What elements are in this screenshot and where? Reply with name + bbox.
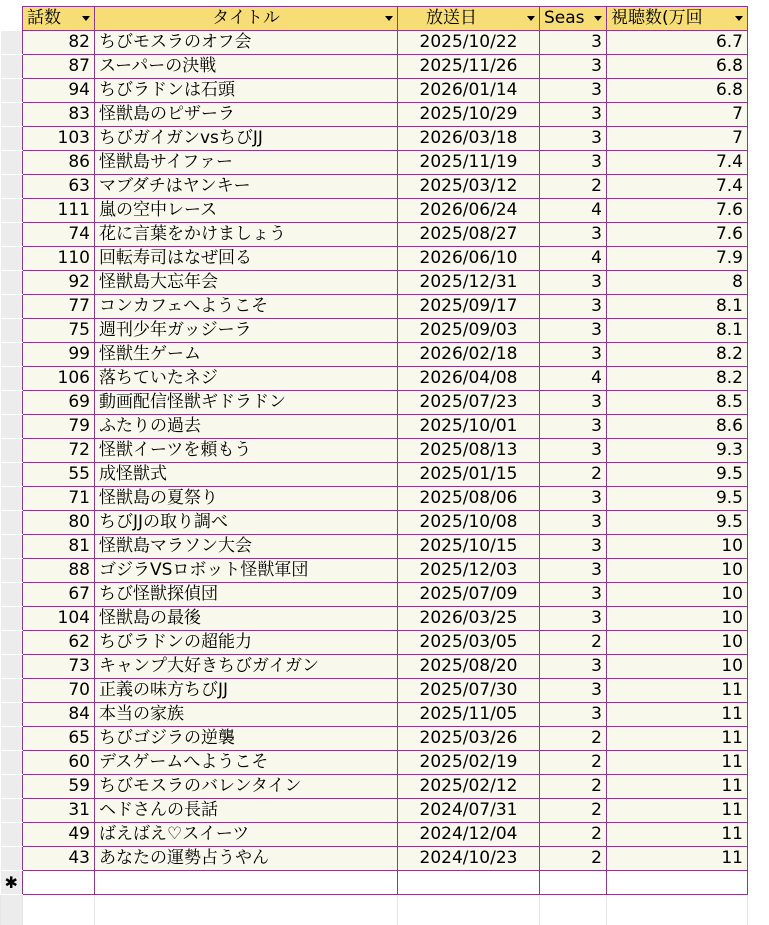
column-header-views[interactable]: 視聴数(万回 bbox=[607, 7, 748, 31]
row-selector[interactable] bbox=[1, 175, 23, 199]
cell-episode[interactable]: 110 bbox=[23, 247, 95, 271]
cell-episode[interactable]: 77 bbox=[23, 295, 95, 319]
row-selector[interactable] bbox=[1, 271, 23, 295]
cell-season[interactable]: 2 bbox=[540, 175, 607, 199]
cell-date[interactable]: 2025/03/26 bbox=[398, 727, 540, 751]
cell-title[interactable]: ちび怪獣探偵団 bbox=[95, 583, 398, 607]
row-selector[interactable] bbox=[1, 199, 23, 223]
cell-title[interactable]: 動画配信怪獣ギドラドン bbox=[95, 391, 398, 415]
table-row[interactable] bbox=[1, 127, 748, 151]
cell-season[interactable]: 3 bbox=[540, 103, 607, 127]
row-selector[interactable] bbox=[1, 343, 23, 367]
cell-episode[interactable]: 99 bbox=[23, 343, 95, 367]
empty-cell bbox=[540, 895, 607, 925]
table-row[interactable] bbox=[1, 679, 748, 703]
cell-views[interactable]: 10 bbox=[607, 559, 748, 583]
data-table bbox=[0, 6, 748, 925]
row-selector[interactable] bbox=[1, 679, 23, 703]
row-selector[interactable] bbox=[1, 559, 23, 583]
table-row[interactable] bbox=[1, 799, 748, 823]
row-selector[interactable] bbox=[1, 151, 23, 175]
cell-date[interactable]: 2025/08/13 bbox=[398, 439, 540, 463]
row-selector[interactable] bbox=[1, 607, 23, 631]
cell-views[interactable]: 11 bbox=[607, 727, 748, 751]
cell-date[interactable]: 2024/07/31 bbox=[398, 799, 540, 823]
cell-date[interactable]: 2026/03/25 bbox=[398, 607, 540, 631]
cell-date[interactable]: 2026/06/10 bbox=[398, 247, 540, 271]
table-row[interactable] bbox=[1, 151, 748, 175]
new-record-cell[interactable] bbox=[540, 871, 607, 895]
table-row[interactable] bbox=[1, 511, 748, 535]
table-row[interactable] bbox=[1, 55, 748, 79]
cell-episode[interactable]: 60 bbox=[23, 751, 95, 775]
table-row[interactable] bbox=[1, 79, 748, 103]
cell-title[interactable]: ヘドさんの長話 bbox=[95, 799, 398, 823]
cell-views[interactable]: 8.2 bbox=[607, 343, 748, 367]
cell-date[interactable]: 2025/01/15 bbox=[398, 463, 540, 487]
cell-season[interactable]: 3 bbox=[540, 703, 607, 727]
cell-title[interactable]: 怪獣島サイファー bbox=[95, 151, 398, 175]
table-row[interactable] bbox=[1, 727, 748, 751]
table-row[interactable] bbox=[1, 775, 748, 799]
table-row[interactable] bbox=[1, 295, 748, 319]
cell-season[interactable]: 3 bbox=[540, 559, 607, 583]
table-row[interactable] bbox=[1, 175, 748, 199]
cell-title[interactable]: 本当の家族 bbox=[95, 703, 398, 727]
cell-views[interactable]: 6.7 bbox=[607, 31, 748, 55]
cell-season[interactable]: 3 bbox=[540, 487, 607, 511]
table-row[interactable] bbox=[1, 391, 748, 415]
cell-episode[interactable]: 104 bbox=[23, 607, 95, 631]
cell-title[interactable]: ちびモスラのオフ会 bbox=[95, 31, 398, 55]
cell-views[interactable]: 7.4 bbox=[607, 151, 748, 175]
cell-date[interactable]: 2026/01/14 bbox=[398, 79, 540, 103]
header-row bbox=[1, 7, 748, 31]
cell-season[interactable]: 4 bbox=[540, 199, 607, 223]
cell-date[interactable]: 2025/09/03 bbox=[398, 319, 540, 343]
cell-views[interactable]: 8.2 bbox=[607, 367, 748, 391]
cell-season[interactable]: 3 bbox=[540, 127, 607, 151]
row-selector[interactable] bbox=[1, 367, 23, 391]
cell-season[interactable]: 2 bbox=[540, 463, 607, 487]
cell-season[interactable]: 3 bbox=[540, 79, 607, 103]
column-header-season[interactable]: Seas bbox=[540, 7, 607, 31]
cell-season[interactable]: 2 bbox=[540, 847, 607, 871]
cell-season[interactable]: 4 bbox=[540, 367, 607, 391]
cell-date[interactable]: 2026/04/08 bbox=[398, 367, 540, 391]
cell-date[interactable]: 2025/08/20 bbox=[398, 655, 540, 679]
cell-date[interactable]: 2025/03/12 bbox=[398, 175, 540, 199]
cell-views[interactable]: 10 bbox=[607, 535, 748, 559]
cell-views[interactable]: 11 bbox=[607, 703, 748, 727]
cell-title[interactable]: 嵐の空中レース bbox=[95, 199, 398, 223]
cell-season[interactable]: 3 bbox=[540, 151, 607, 175]
cell-date[interactable]: 2025/09/17 bbox=[398, 295, 540, 319]
row-selector[interactable] bbox=[1, 319, 23, 343]
cell-views[interactable]: 10 bbox=[607, 655, 748, 679]
cell-date[interactable]: 2026/03/18 bbox=[398, 127, 540, 151]
cell-episode[interactable]: 88 bbox=[23, 559, 95, 583]
cell-title[interactable]: 怪獣島の最後 bbox=[95, 607, 398, 631]
cell-title[interactable]: 回転寿司はなぜ回る bbox=[95, 247, 398, 271]
cell-title[interactable]: ちびガイガンvsちびJJ bbox=[95, 127, 398, 151]
row-selector[interactable] bbox=[1, 439, 23, 463]
cell-season[interactable]: 2 bbox=[540, 631, 607, 655]
cell-date[interactable]: 2025/12/31 bbox=[398, 271, 540, 295]
table-row[interactable] bbox=[1, 319, 748, 343]
cell-title[interactable]: マブダチはヤンキー bbox=[95, 175, 398, 199]
row-selector[interactable] bbox=[1, 823, 23, 847]
cell-date[interactable]: 2025/10/15 bbox=[398, 535, 540, 559]
empty-cell bbox=[23, 895, 95, 925]
row-selector[interactable] bbox=[1, 79, 23, 103]
cell-views[interactable]: 10 bbox=[607, 631, 748, 655]
table-row[interactable] bbox=[1, 823, 748, 847]
cell-episode[interactable]: 71 bbox=[23, 487, 95, 511]
cell-title[interactable]: ちびモスラのバレンタイン bbox=[95, 775, 398, 799]
table-row[interactable] bbox=[1, 439, 748, 463]
cell-episode[interactable]: 92 bbox=[23, 271, 95, 295]
column-header-title[interactable]: タイトル bbox=[95, 7, 398, 31]
cell-season[interactable]: 3 bbox=[540, 511, 607, 535]
cell-episode[interactable]: 79 bbox=[23, 415, 95, 439]
cell-episode[interactable]: 87 bbox=[23, 55, 95, 79]
cell-views[interactable]: 6.8 bbox=[607, 55, 748, 79]
cell-views[interactable]: 7.4 bbox=[607, 175, 748, 199]
table-row[interactable] bbox=[1, 103, 748, 127]
cell-title[interactable]: ゴジラVSロボット怪獣軍団 bbox=[95, 559, 398, 583]
cell-date[interactable]: 2026/06/24 bbox=[398, 199, 540, 223]
cell-title[interactable]: ちびラドンの超能力 bbox=[95, 631, 398, 655]
table-row[interactable] bbox=[1, 415, 748, 439]
cell-date[interactable]: 2025/02/12 bbox=[398, 775, 540, 799]
cell-views[interactable]: 11 bbox=[607, 679, 748, 703]
cell-views[interactable]: 8.5 bbox=[607, 391, 748, 415]
cell-title[interactable]: デスゲームへようこそ bbox=[95, 751, 398, 775]
table-row[interactable] bbox=[1, 631, 748, 655]
cell-title[interactable]: ふたりの過去 bbox=[95, 415, 398, 439]
row-selector[interactable] bbox=[1, 223, 23, 247]
empty-cell bbox=[607, 895, 748, 925]
cell-title[interactable]: あなたの運勢占うやん bbox=[95, 847, 398, 871]
row-selector[interactable] bbox=[1, 31, 23, 55]
column-header-date[interactable]: 放送日 bbox=[398, 7, 540, 31]
cell-title[interactable]: 怪獣島大忘年会 bbox=[95, 271, 398, 295]
cell-views[interactable]: 7 bbox=[607, 127, 748, 151]
row-selector[interactable] bbox=[1, 391, 23, 415]
new-record-cell[interactable] bbox=[95, 871, 398, 895]
row-selector[interactable] bbox=[1, 727, 23, 751]
cell-season[interactable]: 3 bbox=[540, 295, 607, 319]
row-selector[interactable] bbox=[1, 295, 23, 319]
row-selector[interactable] bbox=[1, 127, 23, 151]
new-record-icon: ✱ bbox=[1, 871, 23, 895]
cell-season[interactable]: 3 bbox=[540, 319, 607, 343]
table-row[interactable] bbox=[1, 847, 748, 871]
table-row[interactable] bbox=[1, 343, 748, 367]
cell-title[interactable]: 正義の味方ちびJJ bbox=[95, 679, 398, 703]
cell-season[interactable]: 3 bbox=[540, 439, 607, 463]
cell-season[interactable]: 3 bbox=[540, 583, 607, 607]
column-header-ep[interactable]: 話数 bbox=[23, 7, 95, 31]
table-row[interactable] bbox=[1, 751, 748, 775]
cell-date[interactable]: 2025/08/06 bbox=[398, 487, 540, 511]
cell-episode[interactable]: 111 bbox=[23, 199, 95, 223]
table-row[interactable] bbox=[1, 199, 748, 223]
cell-views[interactable]: 7 bbox=[607, 103, 748, 127]
cell-season[interactable]: 3 bbox=[540, 607, 607, 631]
cell-date[interactable]: 2026/02/18 bbox=[398, 343, 540, 367]
dropdown-arrow-icon[interactable] bbox=[82, 16, 90, 21]
cell-title[interactable]: ちびゴジラの逆襲 bbox=[95, 727, 398, 751]
cell-season[interactable]: 3 bbox=[540, 271, 607, 295]
empty-cell bbox=[1, 895, 23, 925]
cell-season[interactable]: 2 bbox=[540, 727, 607, 751]
row-selector[interactable] bbox=[1, 655, 23, 679]
cell-date[interactable]: 2025/10/29 bbox=[398, 103, 540, 127]
table-row[interactable] bbox=[1, 31, 748, 55]
table-row[interactable] bbox=[1, 559, 748, 583]
cell-title[interactable]: 花に言葉をかけましょう bbox=[95, 223, 398, 247]
cell-views[interactable]: 10 bbox=[607, 583, 748, 607]
cell-episode[interactable]: 81 bbox=[23, 535, 95, 559]
select-all-corner[interactable] bbox=[1, 7, 23, 31]
cell-title[interactable]: 怪獣生ゲーム bbox=[95, 343, 398, 367]
cell-title[interactable]: キャンプ大好きちびガイガン bbox=[95, 655, 398, 679]
cell-date[interactable]: 2025/07/23 bbox=[398, 391, 540, 415]
cell-season[interactable]: 3 bbox=[540, 55, 607, 79]
cell-views[interactable]: 9.3 bbox=[607, 439, 748, 463]
new-record-cell[interactable] bbox=[23, 871, 95, 895]
cell-season[interactable]: 3 bbox=[540, 343, 607, 367]
empty-cell bbox=[95, 895, 398, 925]
cell-episode[interactable]: 65 bbox=[23, 727, 95, 751]
cell-date[interactable]: 2025/10/01 bbox=[398, 415, 540, 439]
row-selector[interactable] bbox=[1, 415, 23, 439]
cell-season[interactable]: 2 bbox=[540, 823, 607, 847]
cell-season[interactable]: 2 bbox=[540, 775, 607, 799]
cell-date[interactable]: 2025/08/27 bbox=[398, 223, 540, 247]
cell-episode[interactable]: 84 bbox=[23, 703, 95, 727]
cell-episode[interactable]: 103 bbox=[23, 127, 95, 151]
row-selector[interactable] bbox=[1, 103, 23, 127]
cell-views[interactable]: 7.6 bbox=[607, 199, 748, 223]
cell-season[interactable]: 3 bbox=[540, 655, 607, 679]
cell-views[interactable]: 8.1 bbox=[607, 295, 748, 319]
row-selector[interactable] bbox=[1, 55, 23, 79]
cell-date[interactable]: 2025/12/03 bbox=[398, 559, 540, 583]
row-selector[interactable] bbox=[1, 751, 23, 775]
cell-date[interactable]: 2025/11/05 bbox=[398, 703, 540, 727]
cell-views[interactable]: 9.5 bbox=[607, 487, 748, 511]
cell-title[interactable]: コンカフェへようこそ bbox=[95, 295, 398, 319]
table-row[interactable] bbox=[1, 535, 748, 559]
dropdown-arrow-icon[interactable] bbox=[527, 16, 535, 21]
table-row[interactable] bbox=[1, 607, 748, 631]
dropdown-arrow-icon[interactable] bbox=[594, 16, 602, 21]
row-selector[interactable] bbox=[1, 703, 23, 727]
row-selector[interactable] bbox=[1, 247, 23, 271]
dropdown-arrow-icon[interactable] bbox=[735, 16, 743, 21]
cell-title[interactable]: 落ちていたネジ bbox=[95, 367, 398, 391]
table-row[interactable] bbox=[1, 703, 748, 727]
row-selector[interactable] bbox=[1, 463, 23, 487]
cell-episode[interactable]: 59 bbox=[23, 775, 95, 799]
cell-views[interactable]: 8.6 bbox=[607, 415, 748, 439]
table-row[interactable] bbox=[1, 223, 748, 247]
cell-date[interactable]: 2025/03/05 bbox=[398, 631, 540, 655]
table-row[interactable] bbox=[1, 271, 748, 295]
cell-episode[interactable]: 82 bbox=[23, 31, 95, 55]
empty-area bbox=[1, 895, 748, 925]
cell-episode[interactable]: 74 bbox=[23, 223, 95, 247]
cell-date[interactable]: 2025/10/08 bbox=[398, 511, 540, 535]
cell-date[interactable]: 2024/12/04 bbox=[398, 823, 540, 847]
empty-cell bbox=[398, 895, 540, 925]
cell-episode[interactable]: 70 bbox=[23, 679, 95, 703]
cell-views[interactable]: 10 bbox=[607, 607, 748, 631]
cell-views[interactable]: 9.5 bbox=[607, 463, 748, 487]
cell-views[interactable]: 7.9 bbox=[607, 247, 748, 271]
cell-episode[interactable]: 75 bbox=[23, 319, 95, 343]
cell-title[interactable]: ちびラドンは石頭 bbox=[95, 79, 398, 103]
cell-date[interactable]: 2024/10/23 bbox=[398, 847, 540, 871]
cell-date[interactable]: 2025/07/09 bbox=[398, 583, 540, 607]
cell-views[interactable]: 6.8 bbox=[607, 79, 748, 103]
row-selector[interactable] bbox=[1, 487, 23, 511]
cell-episode[interactable]: 63 bbox=[23, 175, 95, 199]
new-record-cell[interactable] bbox=[398, 871, 540, 895]
table-row[interactable] bbox=[1, 655, 748, 679]
new-record-cell[interactable] bbox=[607, 871, 748, 895]
cell-episode[interactable]: 106 bbox=[23, 367, 95, 391]
dropdown-arrow-icon[interactable] bbox=[385, 16, 393, 21]
cell-season[interactable]: 3 bbox=[540, 415, 607, 439]
cell-episode[interactable]: 43 bbox=[23, 847, 95, 871]
cell-date[interactable]: 2025/11/26 bbox=[398, 55, 540, 79]
new-record-row[interactable] bbox=[1, 871, 748, 895]
cell-views[interactable]: 8 bbox=[607, 271, 748, 295]
cell-season[interactable]: 4 bbox=[540, 247, 607, 271]
cell-episode[interactable]: 49 bbox=[23, 823, 95, 847]
cell-views[interactable]: 11 bbox=[607, 823, 748, 847]
cell-episode[interactable]: 55 bbox=[23, 463, 95, 487]
cell-title[interactable]: ばえばえ♡スイーツ bbox=[95, 823, 398, 847]
cell-episode[interactable]: 31 bbox=[23, 799, 95, 823]
cell-episode[interactable]: 67 bbox=[23, 583, 95, 607]
row-selector[interactable] bbox=[1, 535, 23, 559]
cell-views[interactable]: 11 bbox=[607, 751, 748, 775]
cell-views[interactable]: 11 bbox=[607, 847, 748, 871]
table-row[interactable] bbox=[1, 487, 748, 511]
cell-season[interactable]: 3 bbox=[540, 679, 607, 703]
cell-title[interactable]: スーパーの決戦 bbox=[95, 55, 398, 79]
row-selector[interactable] bbox=[1, 511, 23, 535]
cell-views[interactable]: 7.6 bbox=[607, 223, 748, 247]
row-selector[interactable] bbox=[1, 847, 23, 871]
cell-title[interactable]: 怪獣島のピザーラ bbox=[95, 103, 398, 127]
cell-season[interactable]: 3 bbox=[540, 223, 607, 247]
cell-title[interactable]: 怪獣島マラソン大会 bbox=[95, 535, 398, 559]
cell-views[interactable]: 11 bbox=[607, 775, 748, 799]
table-body bbox=[1, 31, 748, 925]
cell-title[interactable]: 成怪獣式 bbox=[95, 463, 398, 487]
table-row[interactable] bbox=[1, 367, 748, 391]
cell-views[interactable]: 11 bbox=[607, 799, 748, 823]
cell-title[interactable]: 怪獣イーツを頼もう bbox=[95, 439, 398, 463]
row-selector[interactable] bbox=[1, 775, 23, 799]
cell-episode[interactable]: 83 bbox=[23, 103, 95, 127]
cell-date[interactable]: 2025/10/22 bbox=[398, 31, 540, 55]
cell-date[interactable]: 2025/11/19 bbox=[398, 151, 540, 175]
cell-episode[interactable]: 62 bbox=[23, 631, 95, 655]
cell-title[interactable]: 週刊少年ガッジーラ bbox=[95, 319, 398, 343]
cell-title[interactable]: 怪獣島の夏祭り bbox=[95, 487, 398, 511]
row-selector[interactable] bbox=[1, 799, 23, 823]
cell-episode[interactable]: 69 bbox=[23, 391, 95, 415]
cell-episode[interactable]: 80 bbox=[23, 511, 95, 535]
cell-season[interactable]: 3 bbox=[540, 535, 607, 559]
cell-season[interactable]: 2 bbox=[540, 799, 607, 823]
row-selector[interactable] bbox=[1, 583, 23, 607]
row-selector[interactable] bbox=[1, 631, 23, 655]
table-row[interactable] bbox=[1, 463, 748, 487]
cell-season[interactable]: 2 bbox=[540, 751, 607, 775]
cell-season[interactable]: 3 bbox=[540, 31, 607, 55]
table-row[interactable] bbox=[1, 247, 748, 271]
cell-title[interactable]: ちびJJの取り調べ bbox=[95, 511, 398, 535]
cell-views[interactable]: 9.5 bbox=[607, 511, 748, 535]
cell-episode[interactable]: 73 bbox=[23, 655, 95, 679]
cell-episode[interactable]: 72 bbox=[23, 439, 95, 463]
cell-date[interactable]: 2025/07/30 bbox=[398, 679, 540, 703]
table-row[interactable] bbox=[1, 583, 748, 607]
cell-season[interactable]: 3 bbox=[540, 391, 607, 415]
cell-date[interactable]: 2025/02/19 bbox=[398, 751, 540, 775]
cell-episode[interactable]: 86 bbox=[23, 151, 95, 175]
cell-episode[interactable]: 94 bbox=[23, 79, 95, 103]
cell-views[interactable]: 8.1 bbox=[607, 319, 748, 343]
